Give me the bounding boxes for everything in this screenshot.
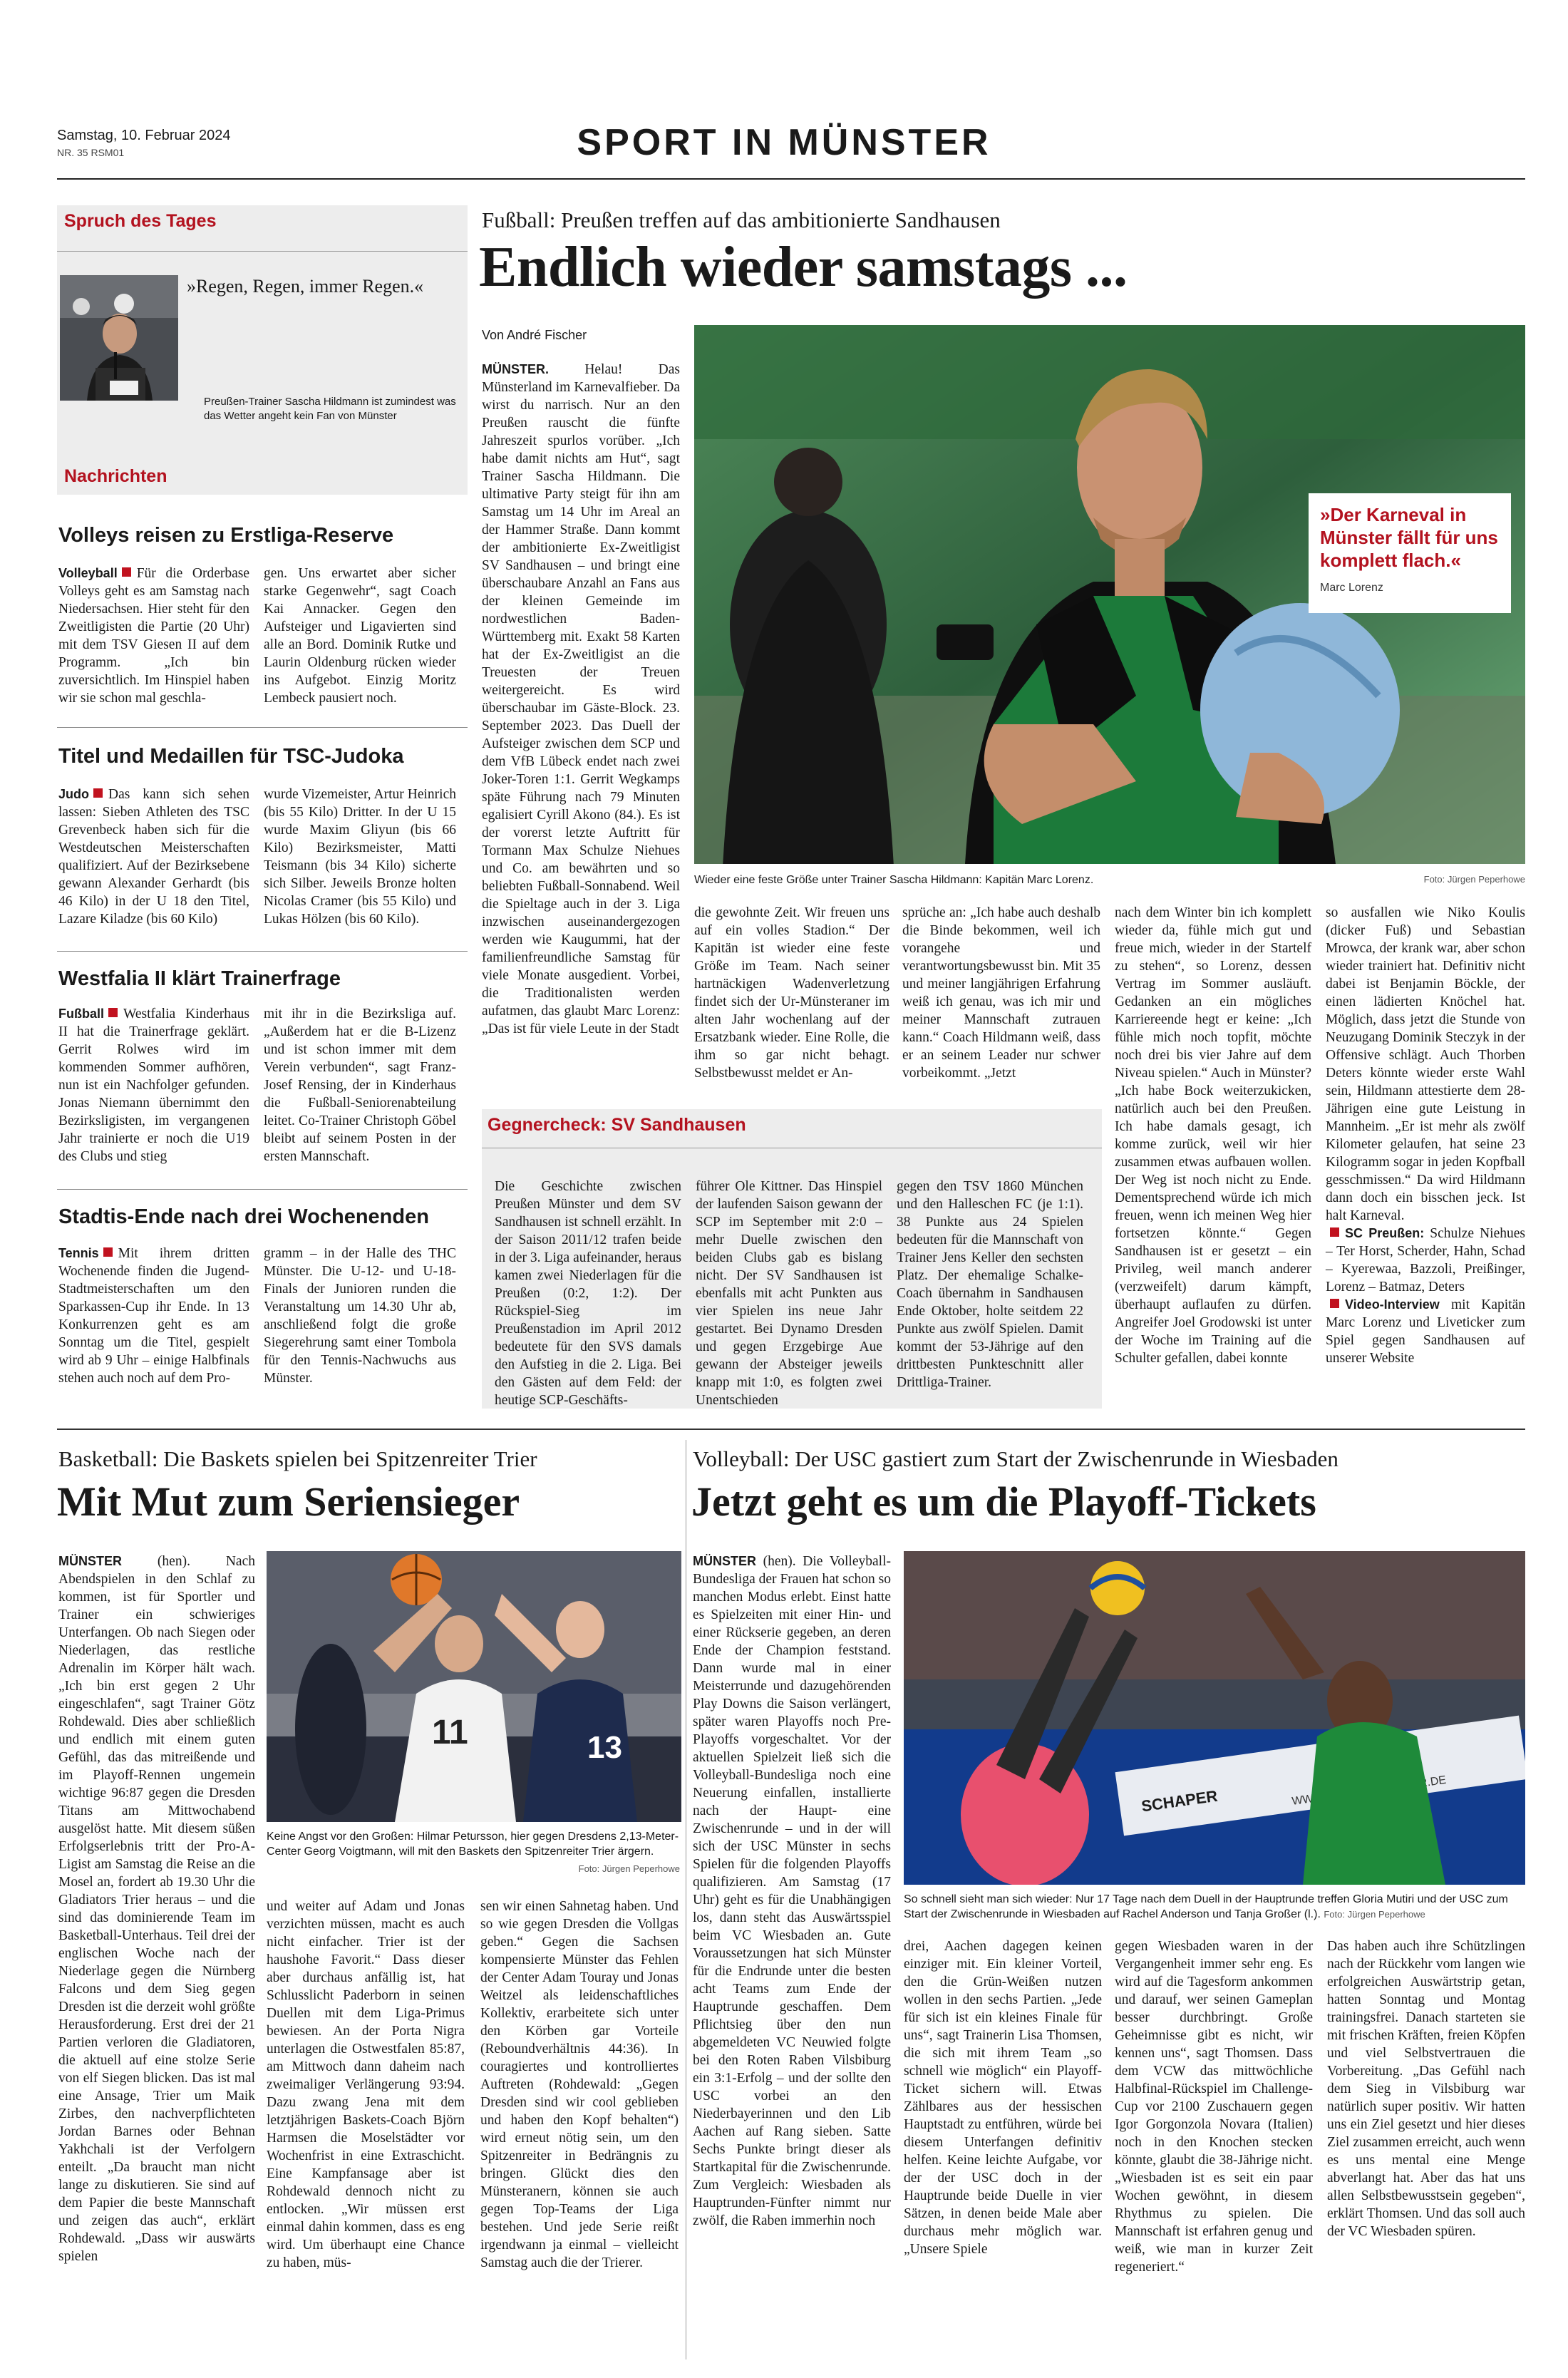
main-photo-credit: Foto: Jürgen Peperhowe (1423, 874, 1525, 885)
section-title: SPORT IN MÜNSTER (577, 122, 991, 163)
volleyball-col3: gegen Wiesbaden waren in der Vergangenheit immer sehr eng. Es wird auf die Tagesform ankommen und darauf, wer seinen Gameplan besser durchbringt. Große Geheimnisse gibt es nicht, wir kennen uns“, sagt Thomsen. Dass dem VCW das mittwöchliche Halbfinal-Rückspiel im Challenge-Cup vor 2100 Zuschauern gegen Igor Gorgonzola Novara (Italien) noch in den Knochen stecken könnte, glaubt die 38-Jährige nicht. „Wiesbaden ist es seit ein paar Wochen gewöhnt, in diesem Rhythmus zu spielen. Die Mannschaft ist erfahren genug und weiß, wie man in kurzer Zeit regeneriert.“ (1115, 1939, 1313, 2275)
main-col4: nach dem Winter bin ich komplett wieder da, fühle mich gut und freue mich, wieder in der Startelf zu stehen“, so Lorenz, dessen Vertrag im Sommer ausläuft. Gedanken an ein mögliches Karriereende hegt er keine: „Ich fühle mich noch topfit, möchte noch drei bis vier Jahre auf dem Niveau spielen.“ Auch in Münster? „Ich habe Bock weiterzukicken, natürlich auch bei den Preußen. Ich habe damals gesagt, ich komme zurück, weil wir hier zusammen etwas aufbauen wollen. Der Weg ist noch nicht zu Ende. Dementsprechend würde ich mich freuen, wenn ich meinen Weg hier fortsetzen könnte.“ Gegen Sandhausen ist er gesetzt – ein Privileg, weil manch anderer (verzweifelt) darum kämpft, überhaupt auflaufen zu dürfen. Angreifer Joel Grodowski ist unter der Woche im Training auf die Schulter gefallen, dabei konnte (1115, 905, 1311, 1366)
news-title: Stadtis-Ende nach drei Wochenenden (58, 1205, 429, 1228)
main-quote-author: Marc Lorenz (1320, 582, 1383, 594)
news-lead: Tennis (58, 1246, 99, 1260)
news-text-col2: mit ihr in die Bezirksliga auf. „Außerdem hat er die B-Lizenz und ist schon immer mit dem Verein verbunden“, sagt Franz-Josef Rensing, der in Kinderhaus die Fußball-Seniorenabteilung leitet. Co-Trainer Christoph Göbel bleibt auf seinem Posten in der ersten Mannschaft. (264, 1007, 456, 1164)
red-square-icon (93, 788, 103, 798)
spruch-caption: Preußen-Trainer Sascha Hildmann ist zumindest was das Wetter angeht kein Fan von Münster (204, 396, 456, 422)
volleyball-kicker: Volleyball: Der USC gastiert zum Start der Zwischenrunde in Wiesbaden (693, 1446, 1339, 1471)
news-title: Westfalia II klärt Trainerfrage (58, 967, 341, 990)
volleyball-photo-caption: So schnell sieht man sich wieder: Nur 17 Tage nach dem Duell in der Hauptrunde treffen Gloria Mutiri und der USC zum Start der Zwischenrunde in Wiesbaden auf Rachel Anderson und Tanja Großer (l.). Foto: Jürgen Peperhowe (904, 1893, 1508, 1920)
svg-text:11: 11 (432, 1714, 468, 1751)
basketball-dateline: MÜNSTER (58, 1554, 122, 1568)
nachrichten-label: Nachrichten (64, 466, 167, 486)
main-photo-caption: Wieder eine feste Größe unter Trainer Sascha Hildmann: Kapitän Marc Lorenz. (694, 874, 1094, 886)
news-text-col1: Volleyball Für die Orderbase Volleys geht es am Samstag nach Niedersachsen. Hier steht für den Zweitligisten die Partie (20 Uhr) mit dem TSV Giesen II auf dem Programm. „Ich bin zuversichtlich. Im Hinspiel haben wir sie schon mal geschla- (58, 566, 249, 706)
red-square-icon (103, 1247, 113, 1257)
volleyball-dateline: MÜNSTER (693, 1554, 756, 1568)
red-square-icon (1330, 1227, 1339, 1237)
basketball-photo-caption: Keine Angst vor den Großen: Hilmar Petursson, hier gegen Dresdens 2,13-Meter-Center Georg Voigtmann, will mit den Baskets den Spitzenreiter Trier ärgern. (267, 1831, 679, 1858)
header-rule (57, 178, 1525, 180)
issue-date: Samstag, 10. Februar 2024 (57, 128, 231, 143)
news-title: Titel und Medaillen für TSC-Judoka (58, 745, 404, 768)
volleyball-col4: Das haben auch ihre Schützlingen nach der Rückkehr vom langen wie erfolgreichen Auswärtstrip getan, hatten Sonntag und Montag trainingsfrei. Danach starteten sie mit frischen Kräften, freien Köpfen und viel Selbstvertrauen die Vorbereitung. „Das Gefühl nach dem Sieg in Vilsbiburg war natürlich super positiv. Wir hatten uns ein Ziel gesetzt und hier dieses Ziel zusammen erreicht, auch wenn es uns mental eine Menge abverlangt hat. Aber das hat uns allen Selbstbewusstsein gegeben“, erklärt Thomsen. Und das soll auch der VC Wiesbaden spüren. (1327, 1939, 1525, 2239)
news-text-col1: Fußball Westfalia Kinderhaus II hat die Trainerfrage geklärt. Gerrit Rolwes wird im kommenden Sommer aufhören, nun ist ein Nachfolger gefunden. Jonas Niemann übernimmt den Bezirksligisten, im vergangenen Jahr trainierte er noch die U19 des Clubs und stieg (58, 1007, 249, 1164)
news-text-col2: gen. Uns erwartet aber sicher starke Gegenwehr“, sagt Coach Kai Annacker. Gegen den Aufsteiger und Ligavierten sind alle an Bord. Dominik Rutke und Laurin Oldenburg rücken wieder ins Aufgebot. Einzig Moritz Lembeck pausiert noch. (264, 566, 456, 706)
red-square-icon (108, 1008, 118, 1017)
main-headline: Endlich wieder samstags ... (479, 236, 1128, 299)
main-quote: »Der Karneval in Münster fällt für uns komplett flach.« (1320, 504, 1498, 571)
main-byline: Von André Fischer (482, 328, 587, 342)
issue-number: NR. 35 RSM01 (57, 147, 125, 158)
gegnercheck-box (482, 1109, 1102, 1409)
news-text-col1: Judo Das kann sich sehen lassen: Sieben Athleten des TSC Grevenbeck haben sich für die Westdeutschen Meisterschaften qualifiziert. Auf der Bezirksebene gewann Alexander Gerhardt (bis 46 Kilo) in der U 18 den Titel, Lazare Kiladze (bis 60 Kilo) (58, 787, 249, 927)
basketball-headline: Mit Mut zum Seriensieger (57, 1478, 520, 1525)
news-lead: Fußball (58, 1007, 104, 1021)
spruch-box (57, 205, 468, 465)
news-text-col2: wurde Vizemeister, Artur Heinrich (bis 55 Kilo) Dritter. In der U 15 wurde Maxim Gliyun (bis 66 Kilo) Bezirksmeister, Matti Teismann (bis 34 Kilo) sicherte sich Silber. Jeweils Bronze holten Nicolas Cramer (bis 55 Kilo) und Lukas Hölzen (bis 60 Kilo). (264, 787, 456, 927)
volleyball-col2: drei, Aachen dagegen keinen einziger mit. Ein kleiner Vorteil, den die Grün-Weißen nutzen wollen in den sechs Partien. „Jede für sich ist ein kleines Finale für uns“, sagt Trainerin Lisa Thomsen, die sich mit ihrem Team „so schnell wie möglich“ ein Playoff-Ticket sichern will. Etwas Zählbares aus der hessischen Hauptstadt zu entführen, würde bei diesem Unterfangen definitiv helfen. Keine leichte Aufgabe, vor der der USC doch in der Hauptrunde beide Duelle in vier Sätzen, in denen beide Male aber durchaus mehr möglich war. „Unsere Spiele (904, 1939, 1102, 2257)
main-col1: MÜNSTER. Helau! Das Münsterland im Karnevalfieber. Da wirst du narrisch. Nur an den Preußen rauscht die fünfte Jahreszeit spurlos vorüber. „Ich habe damit nichts am Hut“, sagt Trainer Sascha Hildmann. Die ultimative Party steigt für ihn am Samstag um 14 Uhr im Areal an der Hammer Straße. Dann kommt der ambitionierte Ex-Zweitligist SV Sandhausen – und bringt eine überschaubare Anzahl an Fans aus der kleinen Gemeinde im nordwestlichen Baden-Württemberg mit. Exakt 58 Karten hat der Ex-Zweitligist an die Treuesten der Treuen weitergereicht. Es wird überschaubar im Gäste-Block. 23. September 2023. Das Duell der Aufsteiger zwischen dem SCP und dem VfB Lübeck endet nach zwei Joker-Toren 1:1. Gerrit Wegkamps späte Führung nach 79 Minuten egalisiert Cyrill Akono (84.). Es ist der vorerst letzte Auftritt für Tormann Max Schulze Niehues und Co. am bewährten und so beliebten Fußball-Sonnabend. Weil die Spieltage auch in der 3. Liga inzwischen auseinandergezogen werden wie Kaugummi, hat der familienfreundliche Samstag für viele Monate ausgedient. Vorbei, die Traditionalisten werden aufatmen, das glaubt Marc Lorenz: „Das ist für viele Leute in der Stadt (482, 362, 680, 1036)
red-square-icon (122, 567, 131, 577)
spruch-label: Spruch des Tages (64, 211, 217, 231)
hildmann-photo (60, 275, 178, 401)
news-lead: Volleyball (58, 566, 118, 580)
basketball-col1: MÜNSTER (hen). Nach Abendspielen in den Schlaf zu kommen, ist für Sportler und Trainer ein schwieriges Unterfangen. Ob nach Siegen oder Niederlagen, das restliche Adrenalin im Körper hält wach. „Ich bin erst gegen 2 Uhr eingeschlafen“, sagt Trainer Götz Rohdewald. Dies aber schließlich und endlich mit einem guten Gefühl, das das mitreißende und im Playoff-Rennen ungemein wichtige 96:87 gegen die Dresden Titans am Mittwochabend ausgelöst hatte. Mit diesem süßen Erfolgserlebnis tritt der Pro-A-Ligist am Samstag die Reise an die Mosel an, fordert ab 19.30 Uhr die Gladiators Trier heraus – und die sind das dominierende Team im Basketball-Unterhaus. Teil drei der englischen Woche nach der Niederlage gegen die Nürnberg Falcons und dem Sieg gegen Dresden ist die derzeit wohl größte Herausforderung. Erst drei der 21 Partien verloren die Gladiatoren, die aktuell auf eine stolze Serie von elf Siegen blicken. Das ist mal eine Ansage, Trier um Maik Zirbes, den nachverpflichteten Jordan Barnes oder Behnan Yakhchali ist der Verfolgern enteilt. „Da braucht man nicht lange zu diskutieren. Sie sind auf dem Papier die beste Mannschaft und zeigen das auch“, erklärt Rohdewald. „Dass wir auswärts spielen (58, 1554, 255, 2264)
red-square-icon (1330, 1299, 1339, 1308)
volleyball-col1: MÜNSTER (hen). Die Volleyball-Bundesliga der Frauen hat schon so manchen Modus erlebt. Einst hatte es Spielzeiten mit einer Hin- und einer Rückserie gegeben, an deren Ende der Champion feststand. Dann wurde mal in einer Meisterrunde und dazugehörenden Play Downs die Saison verlängert, später waren Playoffs noch Pre-Playoffs vorgeschaltet. Vor der aktuellen Spielzeit ließ sich die Volleyball-Bundesliga noch eine Neuerung einfallen, installierte nach der Haupt- eine Zwischenrunde – und in der will sich der USC Münster in sechs Spielen für die folgenden Playoffs qualifizieren. Am Samstag (17 Uhr) geht es für die Unabhängigen los, dann steht das Auswärtsspiel beim VC Wiesbaden an. Gute Voraussetzungen hat sich Münster für die Endrunde unter die besten acht Teams zum Ende der Hauptrunde geschaffen. Dem Pflichtsieg über den nun abgemeldeten VC Neuwied folgte bei den Roten Raben Vilsbiburg ein 3:1-Erfolg – und der sollte den USC vorbei an den Niederbayerinnen und den Lib Aachen auf Rang sieben. Satte Sechs Punkte bringt dieser als Startkapital für die Zwischenrunde. Zum Vergleich: Wiesbaden als Hauptrunden-Fünfter nimmt nur zwölf, die Raben immerhin noch (693, 1554, 891, 2228)
volleyball-photo (904, 1551, 1525, 1885)
news-title: Volleys reisen zu Erstliga-Reserve (58, 524, 394, 547)
gegnercheck-col2: führer Ole Kittner. Das Hinspiel der laufenden Saison gewann der SCP im September mit 2:0 – mehr Duelle zwischen den beiden Clubs gab es bislang nicht. Der SV Sandhausen ist ebenfalls mit acht Punkten aus vier Spielen ins neue Jahr gestartet. Bei Dynamo Dresden und gegen Erzgebirge Aue gewann der Absteiger jeweils knapp mit 1:0, es folgten zwei Unentschieden (696, 1179, 882, 1408)
main-quote-box (1309, 493, 1511, 613)
basketball-col2: und weiter auf Adam und Jonas verzichten müssen, macht es auch nicht einfacher. Trier ist der haushohe Favorit.“ Dass dieser aber durchaus anfällig ist, hat Schlusslicht Paderborn in seinen Duellen mit dem Liga-Primus bewiesen. An der Porta Nigra unterlagen die Ostwestfalen 85:87, am Mittwoch dann daheim nach zweimaliger Verlängerung 93:94. Dazu zwang Jena mit dem letztjährigen Baskets-Coach Björn Harmsen die Moselstädter vor Wochenfrist in eine Extraschicht. Eine Kampfansage aber ist Rohdewald dennoch nicht zu entlocken. „Wir müssen erst einmal dahin kommen, dass es eng wird. Um überhaupt eine Chance zu haben, müs- (267, 1899, 465, 2270)
basketball-photo (267, 1551, 681, 1822)
gegnercheck-label: Gegnercheck: SV Sandhausen (488, 1115, 746, 1135)
basketball-col3: sen wir einen Sahnetag haben. Und so wie gegen Dresden die Vollgas geben.“ Gegen die Sachsen kompensierte Münster das Fehlen der Center Adam Touray und Jonas Weitzel als leidenschaftliches Kollektiv, erarbeitete sich unter den Körben gar Vorteile (Reboundverhältnis 44:36). In couragiertes und kontrolliertes Auftreten (Rohdewald: „Gegen Dresden sind wir cool geblieben und haben den Kopf behalten“) wird erneut nötig sein, um den Spitzenreiter in Bedrängnis zu bringen. Glückt dies den Münsteranern, können sie auch gegen Top-Teams der Liga bestehen. Und jede Serie reißt irgendwann ja einmal – vielleicht Samstag auch die der Trierer. (480, 1899, 679, 2270)
nachrichten-label-box (57, 459, 468, 495)
main-dateline: MÜNSTER. (482, 362, 549, 376)
section-rule (57, 1429, 1525, 1430)
gegnercheck-col3: gegen den TSV 1860 München und den Halleschen FC (je 1:1). 38 Punkte aus 24 Spielen bedeuten für die Mannschaft von Trainer Jens Keller den sechsten Platz. Der ehemalige Schalke-Coach übernahm in Sandhausen Ende Oktober, holte seitdem 22 Punkte aus zwölf Spielen. Damit kommt der 53-Jährige auf den drittbesten Punkteschnitt aller Drittliga-Trainer. (897, 1179, 1083, 1390)
spruch-quote: »Regen, Regen, immer Regen.« (187, 276, 424, 297)
svg-text:13: 13 (587, 1730, 622, 1765)
main-col5: so ausfallen wie Niko Koulis (dicker Fuß) und Sebastian Mrowca, der krank war, aber schon wieder trainiert hat. Definitiv nicht dabei ist Benjamin Böckle, der einen lädierten Knöchel hat. Möglich, dass jetzt die Stunde von Neuzugang Dominik Steczyk in der Offensive schlägt. Auch Thorben Deters könnte wieder erste Wahl sein, Hildmann attestierte dem 28-Jährigen eine gute Leistung in Mannheim. „Er ist mehr als zwölf Kilometer gelaufen, hat seine 23 Kilogramm sogar in jeden Kopfball gesschmissen.“ Da wird Hildmann dann doch ein bisschen jeck. Ist halt Karneval. SC Preußen: Schulze Niehues – Ter Horst, Scherder, Hahn, Schad – Kyerewaa, Bazzoli, Preißinger, Lorenz – Batmaz, Deters Video-Interview mit Kapitän Marc Lorenz und Liveticker zum Spiel gegen Sandhausen auf unserer Website (1326, 905, 1526, 1366)
gegnercheck-col1: Die Geschichte zwischen Preußen Münster und dem SV Sandhausen ist schnell erzählt. In der Saison 2011/12 trafen beide in der 3. Liga aufeinander, heraus kamen zwei Niederlagen für die Preußen (0:2, 1:2). Der Rückspiel-Sieg im Preußenstadion im April 2012 bedeutete für den SVS damals den Aufstieg in die 2. Liga. Bei den Gästen auf dem Feld: der heutige SCP-Geschäfts- (495, 1179, 681, 1408)
main-col3: sprüche an: „Ich habe auch deshalb die Binde bekommen, weil ich vorangehe und verantwortungsbewusst bin. Mit 35 und meiner langjährigen Erfahrung weiß ich genau, was ich mir und meiner Mannschaft zutrauen kann.“ Coach Hildmann weiß, dass er an seinem Leader nur schwer vorbeikommt. „Jetzt (902, 905, 1100, 1081)
basketball-photo-credit: Foto: Jürgen Peperhowe (578, 1863, 680, 1874)
main-kicker: Fußball: Preußen treffen auf das ambitionierte Sandhausen (482, 207, 1001, 232)
ad-board-text: SCHAPER (1140, 1786, 1219, 1816)
news-lead: Judo (58, 787, 89, 801)
volleyball-photo-credit: Foto: Jürgen Peperhowe (1324, 1909, 1425, 1920)
news-text-col2: gramm – in der Halle des THC Münster. Die U-12- und U-18-Finals der Junioren runden die Veranstaltung um 14.30 Uhr ab, anschließend folgt die große Siegerehrung samt einer Tombola für den Tennis-Nachwuchs aus Münster. (264, 1246, 456, 1386)
volleyball-headline: Jetzt geht es um die Playoff-Tickets (691, 1478, 1316, 1525)
basketball-kicker: Basketball: Die Baskets spielen bei Spitzenreiter Trier (58, 1446, 537, 1471)
main-col2: die gewohnte Zeit. Wir freuen uns auf ein volles Stadion.“ Der Kapitän ist wieder eine feste Größe im Team. Nach seiner hartnäckigen Wadenverletzung findet sich der Ur-Münsteraner im alten Jahr wochenlang auf der Ersatzbank wieder. Eine Rolle, die ihm so gar nicht behagt. Selbstbewusst meldet er An- (694, 905, 889, 1081)
news-text-col1: Tennis Mit ihrem dritten Wochenende finden die Jugend-Stadtmeisterschaften um den Sparkassen-Cup ihr Ende. In 13 Konkurrenzen geht es am Sonntag um die Titel, gespielt wird ab 9 Uhr – einige Halbfinals stehen auch noch auf dem Pro- (58, 1246, 249, 1386)
